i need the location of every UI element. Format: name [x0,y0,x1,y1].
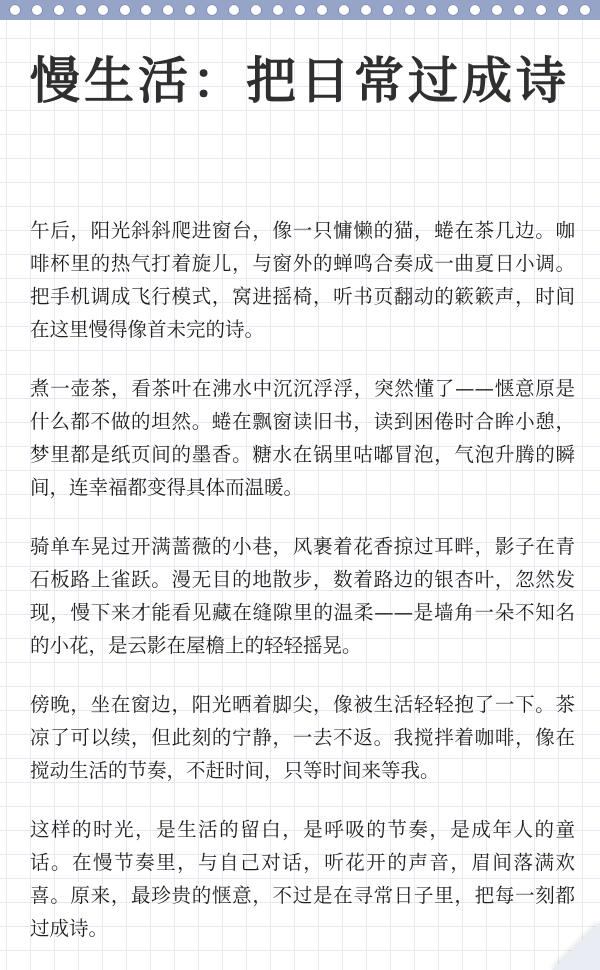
binding-ring [316,4,328,16]
binding-ring [250,4,262,16]
page-curl-corner [552,922,600,970]
binding-ring [404,4,416,16]
binding-ring [491,4,503,16]
article-body [30,214,575,970]
binding-ring [425,4,437,16]
binding-ring [294,4,306,16]
binding-ring [162,4,174,16]
binding-ring [119,4,131,16]
binding-ring [513,4,525,16]
binding-ring [228,4,240,16]
binding-ring [97,4,109,16]
binding-ring [184,4,196,16]
binding-ring [557,4,569,16]
paragraph: 煮一壶茶，看茶叶在沸水中沉沉浮浮，突然懂了——惬意原是什么都不做的坦然。蜷在飘窗读旧书，读到困倦时合眸小憩，梦里都是纸页间的墨香。糖水在锅里咕嘟冒泡，气泡升腾的瞬间，连幸福都变得具体而温暖。 [30,377,575,499]
binding-ring [469,4,481,16]
article-title: 慢生活：把日常过成诗 [30,52,570,110]
binding-ring [9,4,21,16]
paragraph: 傍晚，坐在窗边，阳光晒着脚尖，像被生活轻轻抱了一下。茶凉了可以续，但此刻的宁静，一去不返。我搅拌着咖啡，像在搅动生活的节奏，不赶时间，只等时间来等我。 [30,693,575,782]
binding-ring [579,4,591,16]
binding-ring [338,4,350,16]
binding-ring [382,4,394,16]
spiral-binding [0,0,600,20]
paragraph: 午后，阳光斜斜爬进窗台，像一只慵懒的猫，蜷在茶几边。咖啡杯里的热气打着旋儿，与窗外的蝉鸣合奏成一曲夏日小调。把手机调成飞行模式，窝进摇椅，听书页翻动的簌簌声，时间在这里慢得像首未完的诗。 [30,219,575,341]
binding-ring [53,4,65,16]
binding-ring [447,4,459,16]
binding-ring [360,4,372,16]
paragraph: 这样的时光，是生活的留白，是呼吸的节奏，是成年人的童话。在慢节奏里，与自己对话，听花开的声音，眉间落满欢喜。原来，最珍贵的惬意，不过是在寻常日子里，把每一刻都过成诗。 [30,818,575,940]
binding-ring [206,4,218,16]
paragraph: 骑单车晃过开满蔷薇的小巷，风裹着花香掠过耳畔，影子在青石板路上雀跃。漫无目的地散步，数着路边的银杏叶，忽然发现，慢下来才能看见藏在缝隙里的温柔——是墙角一朵不知名的小花，是云影在屋檐上的轻轻摇晃。 [30,535,575,657]
binding-ring [272,4,284,16]
binding-ring [535,4,547,16]
binding-ring [140,4,152,16]
binding-ring [31,4,43,16]
binding-ring [75,4,87,16]
